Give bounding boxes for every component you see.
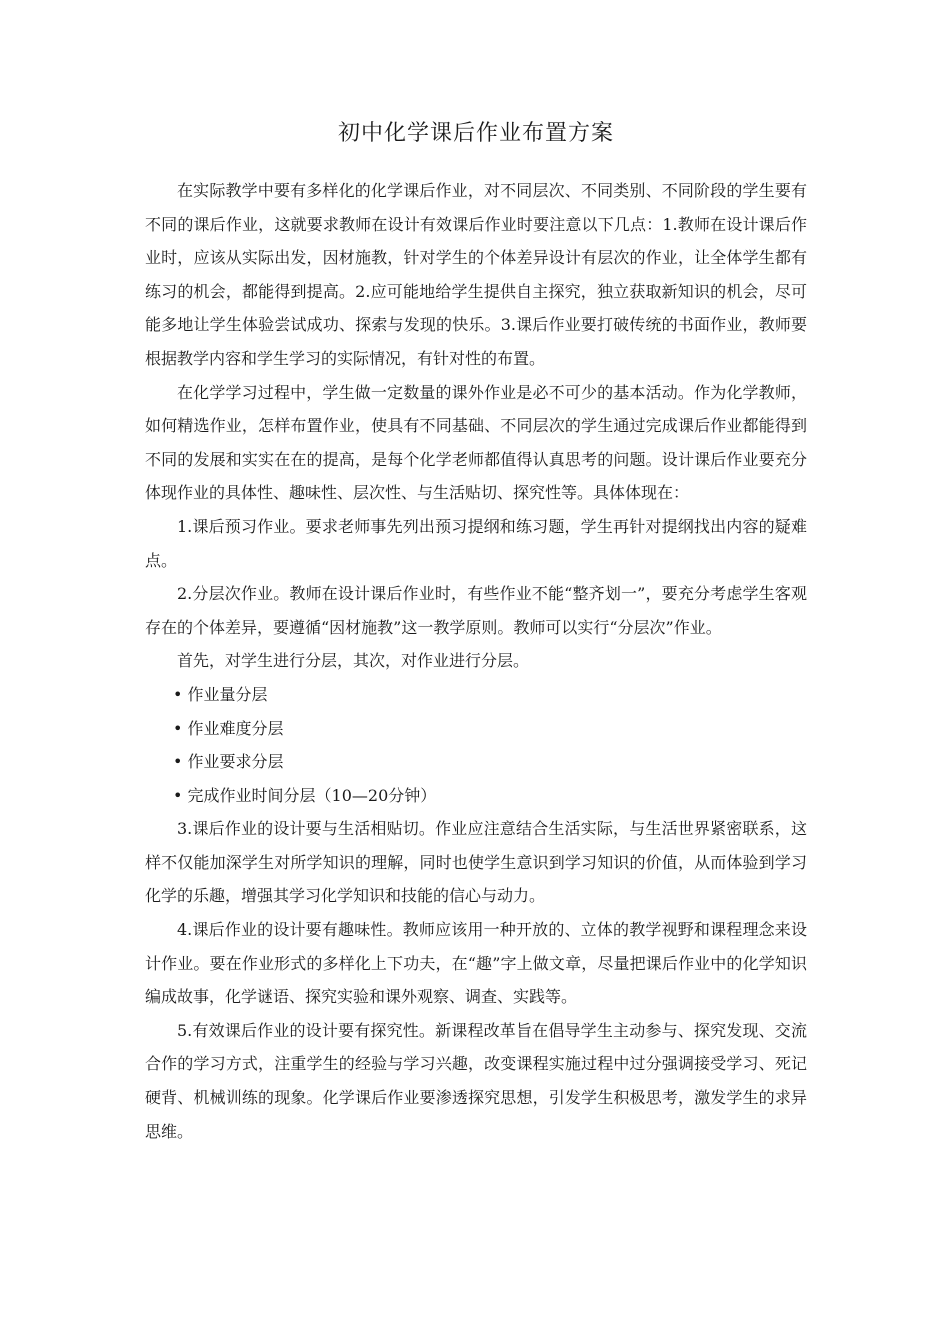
- paragraph-item-1: 1.课后预习作业。要求老师事先列出预习提纲和练习题，学生再针对提纲找出内容的疑难点。: [145, 516, 807, 570]
- document-page: [145, 110, 807, 1148]
- bullet-item: • 作业要求分层: [173, 752, 284, 772]
- paragraph-item-4: 4.课后作业的设计要有趣味性。教师应该用一种开放的、立体的教学视野和课程理念来设计作业。要在作业形式的多样化上下功夫，在“趣”字上做文章，尽量把课后作业中的化学知识编成故事，化学谜语、探究实验和课外观察、调查、实践等。: [145, 920, 807, 1007]
- paragraph-item-5: 5.有效课后作业的设计要有探究性。新课程改革旨在倡导学生主动参与、探究发现、交流合作的学习方式，注重学生的经验与学习兴趣，改变课程实施过程中过分强调接受学习、死记硬背、机械训练的现象。化学课后作业要渗透探究思想，引发学生积极思考，激发学生的求异思维。: [145, 1020, 807, 1141]
- bullet-item: • 作业难度分层: [173, 718, 284, 738]
- paragraph-layering: 首先，对学生进行分层，其次，对作业进行分层。: [177, 651, 530, 671]
- paragraph-importance: 在化学学习过程中，学生做一定数量的课外作业是必不可少的基本活动。作为化学教师，如何精选作业，怎样布置作业，使具有不同基础、不同层次的学生通过完成课后作业都能得到不同的发展和实实在在的提高，是每个化学老师都值得认真思考的问题。设计课后作业要充分体现作业的具体性、趣味性、层次性、与生活贴切、探究性等。具体体现在：: [145, 382, 807, 503]
- paragraph-intro: 在实际教学中要有多样化的化学课后作业，对不同层次、不同类别、不同阶段的学生要有不同的课后作业，这就要求教师在设计有效课后作业时要注意以下几点：1.教师在设计课后作业时，应该从实际出发，因材施教，针对学生的个体差异设计有层次的作业，让全体学生都有练习的机会，都能得到提高。2.应可能地给学生提供自主探究，独立获取新知识的机会，尽可能多地让学生体验尝试成功、探索与发现的快乐。3.课后作业要打破传统的书面作业，教师要根据教学内容和学生学习的实际情况，有针对性的布置。: [145, 181, 807, 368]
- bullet-item: • 作业量分层: [173, 684, 268, 704]
- document-title: 初中化学课后作业布置方案: [337, 121, 614, 146]
- paragraph-item-3: 3.课后作业的设计要与生活相贴切。作业应注意结合生活实际，与生活世界紧密联系，这样不仅能加深学生对所学知识的理解，同时也使学生意识到学习知识的价值，从而体验到学习化学的乐趣，增强其学习化学知识和技能的信心与动力。: [145, 819, 807, 906]
- paragraph-item-2: 2.分层次作业。教师在设计课后作业时，有些作业不能“整齐划一”，要充分考虑学生客观存在的个体差异，要遵循“因材施教”这一教学原则。教师可以实行“分层次”作业。: [145, 584, 807, 637]
- bullet-item: • 完成作业时间分层（10—20分钟）: [173, 785, 437, 805]
